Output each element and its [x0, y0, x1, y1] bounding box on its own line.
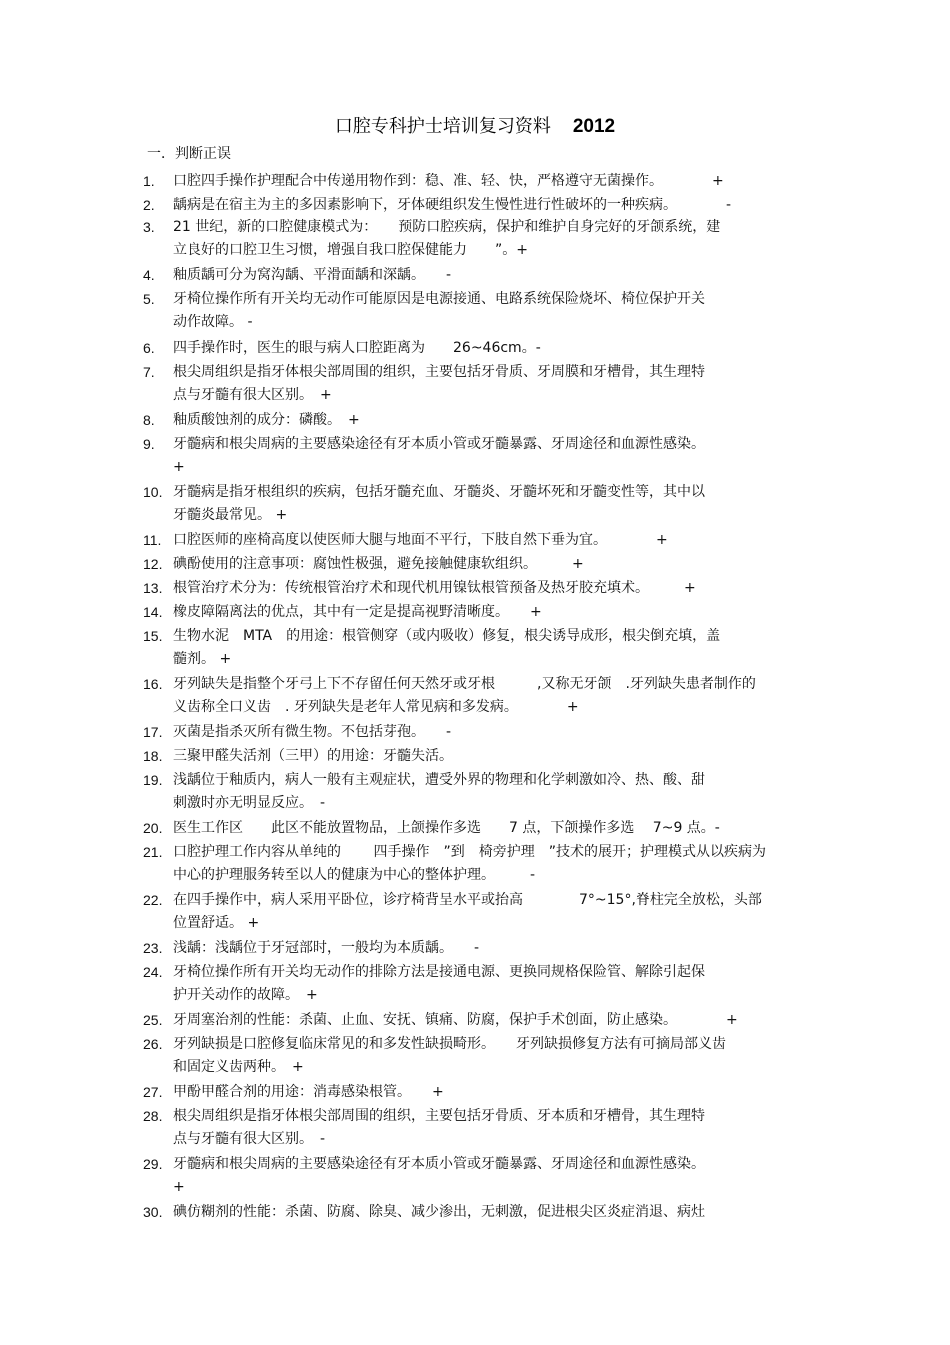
- question-number: 12.: [143, 556, 163, 572]
- question-text-line: 牙周塞治剂的性能：杀菌、止血、安抚、镇痛、防腐，保护手术创面，防止感染。 +: [173, 1012, 738, 1028]
- question-text-line: 在四手操作中，病人采用平卧位，诊疗椅背呈水平或抬高 7°~15°,脊柱完全放松，头部: [173, 892, 762, 908]
- question-text-line: 浅龋：浅龋位于牙冠部时，一般均为本质龋。 -: [173, 940, 480, 956]
- question-number: 17.: [143, 724, 163, 740]
- question-text-line: 牙髓病和根尖周病的主要感染途径有牙本质小管或牙髓暴露、牙周途径和血源性感染。: [173, 436, 705, 452]
- question-number: 14.: [143, 604, 163, 620]
- question-text-line: 口腔医师的座椅高度以使医师大腿与地面不平行，下肢自然下垂为宜。 +: [173, 532, 668, 548]
- question-number: 2.: [143, 197, 155, 213]
- question-text-line: 立良好的口腔卫生习惯，增强自我口腔保健能力 ”。+: [173, 242, 528, 258]
- question-number: 10.: [143, 484, 163, 500]
- question-text-line: 位置舒适。 +: [173, 915, 260, 931]
- question-text-line: 口腔四手操作护理配合中传递用物作到：稳、准、轻、快，严格遵守无菌操作。 +: [173, 173, 724, 189]
- question-number: 21.: [143, 844, 163, 860]
- question-text-line: 甲酚甲醛合剂的用途：消毒感染根管。 +: [173, 1084, 444, 1100]
- question-number: 25.: [143, 1012, 163, 1028]
- question-text-line: 浅龋位于釉质内，病人一般有主观症状，遭受外界的物理和化学刺激如冷、热、酸、甜: [173, 772, 705, 788]
- question-text-line: 医生工作区 此区不能放置物品，上颌操作多选 7 点，下颌操作多选 7~9 点。-: [173, 820, 720, 836]
- question-text-line: 灭菌是指杀灭所有微生物。不包括芽孢。 -: [173, 724, 452, 740]
- question-text-line: 釉质酸蚀剂的成分：磷酸。 +: [173, 412, 360, 428]
- question-text-line: 根尖周组织是指牙体根尖部周围的组织，主要包括牙骨质、牙本质和牙槽骨，其生理特: [173, 1108, 705, 1124]
- question-number: 13.: [143, 580, 163, 596]
- question-number: 7.: [143, 364, 155, 380]
- question-text-line: 釉质龋可分为窝沟龋、平滑面龋和深龋。 -: [173, 267, 452, 283]
- question-number: 9.: [143, 436, 155, 452]
- question-text-line: 髓剂。 +: [173, 651, 232, 667]
- question-number: 26.: [143, 1036, 163, 1052]
- question-number: 16.: [143, 676, 163, 692]
- question-number: 8.: [143, 412, 155, 428]
- question-number: 23.: [143, 940, 163, 956]
- question-text-line: 橡皮障隔离法的优点，其中有一定是提高视野清晰度。 +: [173, 604, 542, 620]
- question-number: 3.: [143, 219, 155, 235]
- question-text-line: 牙髓病和根尖周病的主要感染途径有牙本质小管或牙髓暴露、牙周途径和血源性感染。: [173, 1156, 705, 1172]
- question-text-line: 根尖周组织是指牙体根尖部周围的组织，主要包括牙骨质、牙周膜和牙槽骨，其生理特: [173, 364, 705, 380]
- question-text-line: 护开关动作的故障。 +: [173, 987, 318, 1003]
- question-text-line: 牙列缺损是口腔修复临床常见的和多发性缺损畸形。 牙列缺损修复方法有可摘局部义齿: [173, 1036, 726, 1052]
- question-text-line: 口腔护理工作内容从单纯的 四手操作 ”到 椅旁护理 ”技术的展开；护理模式从以疾病为: [173, 844, 766, 860]
- title-text: 口腔专科护士培训复习资料: [334, 116, 551, 137]
- question-text-line: 碘仿糊剂的性能：杀菌、防腐、除臭、减少渗出，无刺激，促进根尖区炎症消退、病灶: [173, 1204, 705, 1220]
- question-number: 22.: [143, 892, 163, 908]
- question-text-line: 生物水泥 MTA 的用途：根管侧穿（或内吸收）修复，根尖诱导成形，根尖倒充填，盖: [173, 628, 721, 644]
- question-text-line: 点与牙髓有很大区别。 -: [173, 1131, 326, 1147]
- question-text-line: 点与牙髓有很大区别。 +: [173, 387, 332, 403]
- question-number: 24.: [143, 964, 163, 980]
- question-number: 1.: [143, 173, 155, 189]
- question-text-line: 动作故障。 -: [173, 314, 253, 330]
- question-number: 11.: [143, 532, 162, 548]
- question-text-line: 中心的护理服务转至以人的健康为中心的整体护理。 -: [173, 867, 536, 883]
- question-number: 18.: [143, 748, 163, 764]
- question-text-line: +: [173, 459, 185, 475]
- question-text-line: 义齿称全口义齿 . 牙列缺失是老年人常见病和多发病。 +: [173, 699, 579, 715]
- question-number: 4.: [143, 267, 155, 283]
- question-number: 20.: [143, 820, 163, 836]
- question-text-line: 四手操作时，医生的眼与病人口腔距离为 26~46cm。-: [173, 340, 541, 356]
- question-number: 15.: [143, 628, 163, 644]
- question-text-line: 三聚甲醛失活剂（三甲）的用途：牙髓失活。: [173, 748, 453, 764]
- question-text-line: 21 世纪，新的口腔健康模式为： 预防口腔疾病，保护和维护自身完好的牙颌系统，建: [173, 219, 721, 235]
- question-text-line: 牙列缺失是指整个牙弓上下不存留任何天然牙或牙根 ,又称无牙颌 .牙列缺失患者制作的: [173, 676, 756, 692]
- question-text-line: 碘酚使用的注意事项：腐蚀性极强，避免接触健康软组织。 +: [173, 556, 584, 572]
- question-number: 30.: [143, 1204, 163, 1220]
- question-text-line: 龋病是在宿主为主的多因素影响下，牙体硬组织发生慢性进行性破坏的一种疾病。 -: [173, 197, 732, 213]
- question-text-line: 和固定义齿两种。 +: [173, 1059, 304, 1075]
- question-number: 27.: [143, 1084, 163, 1100]
- question-number: 29.: [143, 1156, 163, 1172]
- question-text-line: 根管治疗术分为：传统根管治疗术和现代机用镍钛根管预备及热牙胶充填术。 +: [173, 580, 696, 596]
- page-title: [0, 114, 950, 140]
- section-heading: 一．判断正误: [147, 146, 231, 162]
- question-text-line: 牙髓病是指牙根组织的疾病，包括牙髓充血、牙髓炎、牙髓坏死和牙髓变性等，其中以: [173, 484, 705, 500]
- question-text-line: 牙椅位操作所有开关均无动作的排除方法是接通电源、更换同规格保险管、解除引起保: [173, 964, 705, 980]
- title-year: 2012: [572, 116, 616, 137]
- question-text-line: 牙髓炎最常见。 +: [173, 507, 288, 523]
- question-text-line: 刺激时亦无明显反应。 -: [173, 795, 326, 811]
- question-number: 28.: [143, 1108, 163, 1124]
- question-number: 19.: [143, 772, 163, 788]
- question-text-line: +: [173, 1179, 185, 1195]
- question-number: 5.: [143, 291, 155, 307]
- question-number: 6.: [143, 340, 155, 356]
- question-text-line: 牙椅位操作所有开关均无动作可能原因是电源接通、电路系统保险烧坏、椅位保护开关: [173, 291, 705, 307]
